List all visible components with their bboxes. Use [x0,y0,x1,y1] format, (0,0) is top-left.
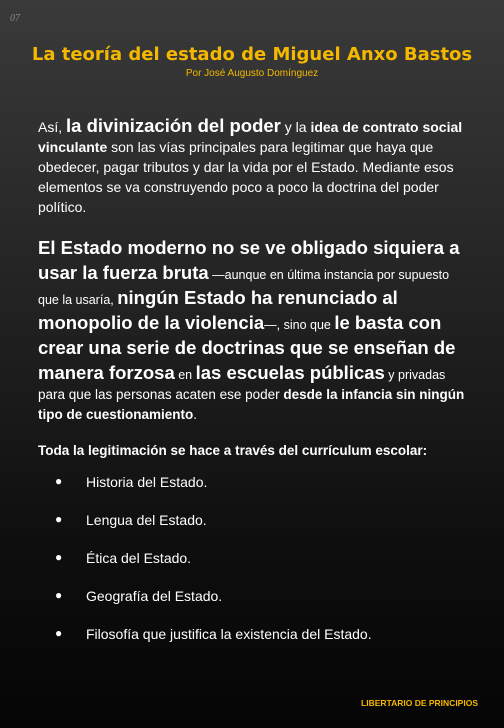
list-item-text: Historia del Estado. [86,474,208,490]
list-item-text: Lengua del Estado. [86,512,207,528]
article-body [38,116,470,664]
emphasis-span: la divinización del poder [66,115,281,136]
paragraph-2 [38,235,470,425]
footer-brand: LIBERTARIO DE PRINCIPIOS [361,698,478,708]
text-span: —aunque en última instancia por supuesto que la usaría, [38,268,450,307]
list-item [38,626,470,664]
text-span: en [174,368,196,382]
emphasis-span: El Estado moderno no se ve obligado siquiera a usar la fuerza bruta [38,237,460,283]
text-span: —, sino que [264,318,335,332]
text-span: y privadas [384,368,446,382]
text-span: . [193,407,198,422]
bullet-icon: ● [55,550,63,564]
bullet-icon: ● [55,626,63,640]
paragraph-1 [38,116,470,217]
list-intro: Toda la legitimación se hace a través del currículum escolar: [38,443,428,458]
list-item [38,512,470,550]
list-item-text: Filosofía que justifica la existencia del Estado. [86,626,372,642]
text-span: son las vías principales para legitimar que haya que obedecer, pagar tributos y dar la vida por el Estado. Mediante esos elementos se va construyendo poco a poco la doctrina del poder político. [38,139,454,215]
curriculum-list [38,474,470,664]
text-span: Así, [38,119,67,135]
bullet-icon: ● [55,474,63,488]
emphasis-span: idea de contrato social vinculante [38,119,463,155]
list-item-text: Geografía del Estado. [86,588,223,604]
bullet-icon: ● [55,588,63,602]
emphasis-span: ningún Estado ha renunciado al monopolio de la violencia [38,287,398,333]
list-item [38,588,470,626]
article-byline: Por José Augusto Domínguez [185,68,319,79]
list-item-text: Ética del Estado. [86,550,192,566]
text-span: para que las personas acaten ese poder [38,387,284,402]
list-item [38,474,470,512]
emphasis-span: desde la infancia sin ningún tipo de cuestionamiento [38,387,465,422]
text-span: y la [280,119,311,135]
bullet-icon: ● [55,512,63,526]
page-number: 07 [10,13,20,24]
emphasis-span: las escuelas públicas [195,362,385,383]
emphasis-span: le basta con crear una serie de doctrinas que se enseñan de manera forzosa [38,312,456,383]
list-item [38,550,470,588]
article-title: La teoría del estado de Miguel Anxo Bastos [31,44,473,65]
